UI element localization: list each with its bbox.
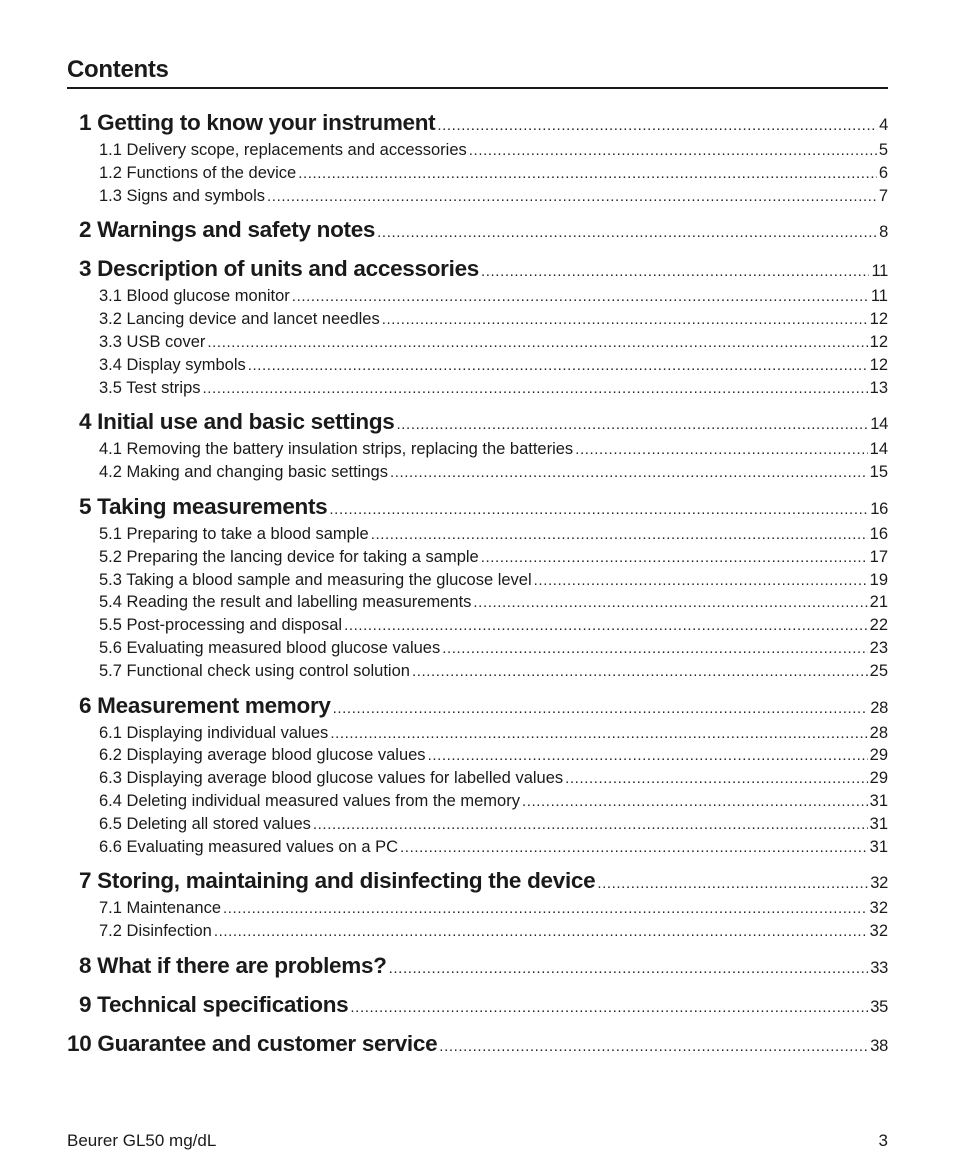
dot-leader: [439, 1038, 868, 1055]
toc-page-number: 29: [869, 769, 888, 788]
dot-leader: [203, 380, 868, 397]
dot-leader: [292, 288, 869, 305]
toc-section-entry[interactable]: [67, 662, 888, 685]
toc-chapter: [67, 256, 888, 401]
toc-chapter-entry[interactable]: [67, 953, 888, 984]
toc-section-entry[interactable]: [67, 356, 888, 379]
page-title: Contents: [67, 56, 169, 83]
toc-page-number: 12: [869, 332, 888, 351]
toc-page-number: 28: [870, 698, 888, 717]
dot-leader: [522, 793, 868, 810]
toc-page-number: 14: [869, 440, 888, 459]
toc-chapter-title: 8 What if there are problems?: [79, 952, 387, 978]
toc-chapter: [67, 693, 888, 861]
toc-section-entry[interactable]: [67, 815, 888, 838]
toc-page-number: 12: [869, 355, 888, 374]
toc-page-number: 16: [869, 524, 888, 543]
toc-section-title: 3.3 USB cover: [99, 332, 206, 351]
toc-section-title: 1.2 Functions of the device: [99, 163, 297, 182]
toc-section-entry[interactable]: [67, 379, 888, 402]
toc-chapter-title: 9 Technical specifications: [79, 991, 349, 1017]
toc-section-entry[interactable]: [67, 616, 888, 639]
toc-page-number: 7: [878, 186, 888, 205]
toc-chapter-title: 2 Warnings and safety notes: [79, 217, 376, 243]
toc-chapter-entry[interactable]: [67, 110, 888, 141]
toc-section-title: 5.7 Functional check using control solution: [99, 661, 410, 680]
toc-section-entry[interactable]: [67, 525, 888, 548]
toc-section-title: 4.2 Making and changing basic settings: [99, 463, 388, 482]
toc-page-number: 25: [869, 661, 888, 680]
toc-section-title: 3.2 Lancing device and lancet needles: [99, 310, 380, 329]
toc-page-number: 12: [869, 310, 888, 329]
dot-leader: [350, 999, 868, 1016]
toc-section-entry[interactable]: [67, 548, 888, 571]
toc-chapter-entry[interactable]: [67, 256, 888, 287]
toc-section-title: 6.4 Deleting individual measured values from the memory: [99, 791, 520, 810]
toc-chapter-entry[interactable]: [67, 409, 888, 440]
toc-chapter: [67, 110, 888, 209]
dot-leader: [371, 526, 868, 543]
toc-section-title: 5.6 Evaluating measured blood glucose values: [99, 638, 441, 657]
toc-section-title: 5.3 Taking a blood sample and measuring the glucose level: [99, 570, 532, 589]
toc-section-title: 6.1 Displaying individual values: [99, 723, 329, 742]
dot-leader: [575, 441, 867, 458]
toc-chapter-title: 6 Measurement memory: [79, 692, 331, 718]
toc-section-entry[interactable]: [67, 639, 888, 662]
toc-section-title: 5.5 Post-processing and disposal: [99, 616, 343, 635]
toc-section-entry[interactable]: [67, 287, 888, 310]
toc-chapter-title: 3 Description of units and accessories: [79, 256, 479, 282]
toc-page-number: 31: [869, 837, 888, 856]
toc-page-number: 35: [870, 997, 888, 1016]
dot-leader: [400, 839, 868, 856]
dot-leader: [597, 875, 868, 892]
toc-chapter-entry[interactable]: [67, 1031, 888, 1062]
toc-section-title: 6.5 Deleting all stored values: [99, 814, 311, 833]
dot-leader: [437, 117, 877, 134]
toc-section-title: 1.1 Delivery scope, replacements and accessories: [99, 141, 467, 159]
toc-page-number: 4: [879, 116, 888, 134]
dot-leader: [481, 549, 868, 566]
toc-section-title: 7.1 Maintenance: [99, 899, 222, 918]
toc-section-entry[interactable]: [67, 333, 888, 356]
toc-page-number: 38: [870, 1036, 888, 1055]
toc-chapter: [67, 494, 888, 685]
toc-section-entry[interactable]: [67, 899, 888, 922]
toc-section-entry[interactable]: [67, 571, 888, 594]
toc-section-title: 3.5 Test strips: [99, 378, 201, 397]
toc-chapter-entry[interactable]: [67, 992, 888, 1023]
toc-page-number: 28: [869, 723, 888, 742]
toc-section-title: 4.1 Removing the battery insulation strips, replacing the batteries: [99, 440, 574, 459]
toc-section-entry[interactable]: [67, 724, 888, 747]
toc-page-number: 32: [869, 922, 888, 941]
toc-page-number: 32: [870, 874, 888, 893]
dot-leader: [390, 464, 868, 481]
dot-leader: [313, 816, 868, 833]
toc-section-title: 6.2 Displaying average blood glucose values: [99, 746, 426, 765]
toc-page-number: 13: [869, 378, 888, 397]
toc-section-entry[interactable]: [67, 310, 888, 333]
toc-section-entry[interactable]: [67, 463, 888, 486]
toc-page-number: 6: [878, 163, 888, 182]
toc-section-entry[interactable]: [67, 187, 888, 210]
toc-page-number: 8: [879, 223, 888, 242]
toc-chapter: [67, 217, 888, 248]
dot-leader: [267, 188, 877, 205]
dot-leader: [442, 640, 867, 657]
toc-section-title: 5.4 Reading the result and labelling measurements: [99, 593, 472, 612]
toc-section-title: 3.4 Display symbols: [99, 355, 246, 374]
toc-page-number: 17: [869, 547, 888, 566]
toc-chapter-entry[interactable]: [67, 693, 888, 724]
toc-chapter-entry[interactable]: [67, 217, 888, 248]
dot-leader: [248, 357, 868, 374]
toc-section-entry[interactable]: [67, 141, 888, 164]
dot-leader: [565, 770, 868, 787]
toc-page-number: 31: [869, 791, 888, 810]
toc-page-number: 22: [869, 616, 888, 635]
toc-page-number: 32: [869, 899, 888, 918]
toc-page-number: 31: [869, 814, 888, 833]
footer-product-name: Beurer GL50 mg/dL: [67, 1131, 217, 1150]
toc-section-entry[interactable]: [67, 792, 888, 815]
dot-leader: [389, 960, 869, 977]
toc-page-number: 23: [869, 638, 888, 657]
toc-page-number: 16: [870, 499, 888, 518]
toc-section-entry[interactable]: [67, 164, 888, 187]
toc-section-title: 6.3 Displaying average blood glucose values for labelled values: [99, 769, 564, 788]
toc-section-entry[interactable]: [67, 922, 888, 945]
toc-section-entry[interactable]: [67, 746, 888, 769]
toc-page-number: 15: [869, 463, 888, 482]
dot-leader: [428, 747, 868, 764]
dot-leader: [333, 700, 869, 717]
footer-page-number: 3: [878, 1131, 888, 1150]
toc-chapter-title: 10 Guarantee and customer service: [67, 1030, 438, 1056]
toc-section-title: 3.1 Blood glucose monitor: [99, 287, 290, 306]
toc-chapter: [67, 409, 888, 486]
toc-chapter-title: 1 Getting to know your instrument: [79, 110, 436, 135]
toc-chapter: [67, 868, 888, 945]
toc-page-number: 29: [869, 746, 888, 765]
toc-section-title: 5.2 Preparing the lancing device for taking a sample: [99, 547, 479, 566]
toc-page-number: 14: [870, 415, 888, 434]
toc-section-entry[interactable]: [67, 769, 888, 792]
toc-section-entry[interactable]: [67, 440, 888, 463]
toc-section-title: 6.6 Evaluating measured values on a PC: [99, 837, 399, 856]
dot-leader: [223, 900, 868, 917]
title-divider: [67, 87, 888, 89]
dot-leader: [469, 142, 877, 159]
toc-chapter: [67, 992, 888, 1023]
toc-chapter: [67, 1031, 888, 1062]
dot-leader: [330, 725, 867, 742]
dot-leader: [473, 594, 867, 611]
toc-chapter-entry[interactable]: [67, 868, 888, 899]
dot-leader: [534, 572, 868, 589]
page-footer: [67, 1131, 888, 1151]
toc-section-entry[interactable]: [67, 838, 888, 861]
toc-chapter-title: 4 Initial use and basic settings: [79, 409, 395, 435]
toc-page-number: 11: [870, 287, 888, 306]
dot-leader: [412, 663, 868, 680]
toc-chapter-title: 5 Taking measurements: [79, 493, 328, 519]
toc-section-entry[interactable]: [67, 593, 888, 616]
toc-page-number: 21: [869, 593, 888, 612]
contents-page: [67, 55, 888, 1070]
toc-chapter-title: 7 Storing, maintaining and disinfecting the device: [79, 868, 596, 894]
toc-chapter-entry[interactable]: [67, 494, 888, 525]
table-of-contents: [67, 110, 888, 1062]
dot-leader: [397, 416, 869, 433]
toc-section-title: 7.2 Disinfection: [99, 922, 212, 941]
toc-chapter: [67, 953, 888, 984]
dot-leader: [481, 263, 869, 280]
toc-page-number: 19: [869, 570, 888, 589]
toc-page-number: 33: [870, 958, 888, 977]
toc-page-number: 11: [871, 262, 888, 281]
dot-leader: [377, 224, 877, 241]
dot-leader: [329, 501, 868, 518]
dot-leader: [207, 334, 867, 351]
dot-leader: [382, 311, 868, 328]
dot-leader: [298, 165, 877, 182]
toc-section-title: 1.3 Signs and symbols: [99, 186, 266, 205]
dot-leader: [344, 617, 868, 634]
dot-leader: [214, 923, 868, 940]
toc-section-title: 5.1 Preparing to take a blood sample: [99, 524, 369, 543]
toc-page-number: 5: [878, 141, 888, 159]
